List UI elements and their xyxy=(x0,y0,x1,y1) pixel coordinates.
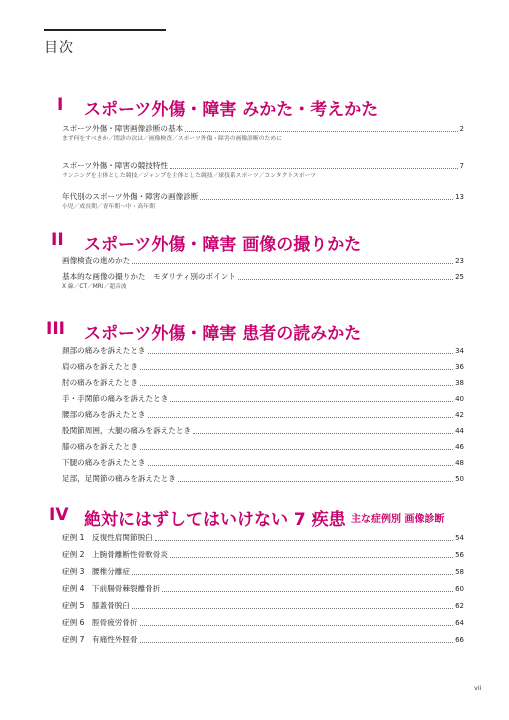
entry-description: まず何をすべきか／問診の次は／画像検査／スポーツ外傷・障害の画像診断のために xyxy=(62,136,282,142)
toc-entry[interactable] xyxy=(62,345,464,361)
part-number: III xyxy=(46,319,65,339)
part-1 xyxy=(0,95,509,215)
dot-leader xyxy=(162,591,453,592)
part-number: I xyxy=(57,95,64,115)
entry-page: 48 xyxy=(455,459,464,467)
dot-leader xyxy=(170,557,453,558)
dot-leader xyxy=(132,263,453,264)
entry-page: 38 xyxy=(455,379,464,387)
toc-entry[interactable] xyxy=(62,634,464,651)
part-subtitle: 主な症例別 画像診断 xyxy=(351,514,445,525)
entry-label: 基本的な画像の撮りかた モダリティ別のポイント xyxy=(62,272,236,281)
entry-page: 36 xyxy=(455,363,464,371)
part-title: スポーツ外傷・障害 画像の撮りかた xyxy=(84,235,362,255)
entry-page: 44 xyxy=(455,427,464,435)
entry-page: 60 xyxy=(455,585,464,593)
entry-label: 肩の痛みを訴えたとき xyxy=(62,362,138,371)
entry-page: 7 xyxy=(459,162,464,170)
entry-label: 年代別のスポーツ外傷・障害の画像診断 xyxy=(62,192,199,201)
part-title: スポーツ外傷・障害 みかた・考えかた xyxy=(84,100,379,120)
entry-page: 64 xyxy=(455,619,464,627)
dot-leader xyxy=(155,540,453,541)
dot-leader xyxy=(170,401,453,402)
entry-description: 小児／成長期／青年期～中・高年期 xyxy=(62,204,155,210)
dot-leader xyxy=(185,131,457,132)
toc-title: 目次 xyxy=(44,40,74,56)
entry-page: 56 xyxy=(455,551,464,559)
part-heading xyxy=(0,95,509,119)
entry-page: 25 xyxy=(455,273,464,281)
entry-page: 13 xyxy=(455,193,464,201)
toc-entry[interactable] xyxy=(62,271,464,293)
entry-page: 23 xyxy=(455,257,464,265)
entry-description: X 線／CT／MRI／超音波 xyxy=(62,284,127,290)
entry-label: 肘の痛みを訴えたとき xyxy=(62,378,138,387)
entry-page: 2 xyxy=(459,125,464,133)
entry-page: 42 xyxy=(455,411,464,419)
part-heading xyxy=(0,505,509,529)
entry-label: 症例 7 有痛性外脛骨 xyxy=(62,635,138,644)
part-3 xyxy=(0,319,509,489)
part-heading xyxy=(0,230,509,254)
entry-description: ランニングを主体とした競技／ジャンプを主体とした競技／球技系スポーツ／コンタクトスポーツ xyxy=(62,173,317,179)
dot-leader xyxy=(238,279,453,280)
toc-entry[interactable] xyxy=(62,377,464,393)
toc-entry[interactable] xyxy=(62,393,464,409)
dot-leader xyxy=(132,608,453,609)
dot-leader xyxy=(178,481,453,482)
toc-entry[interactable] xyxy=(62,532,464,549)
dot-leader xyxy=(140,642,453,643)
entry-label: 症例 2 上腕骨離断性骨軟骨炎 xyxy=(62,550,168,559)
dot-leader xyxy=(148,417,454,418)
toc-entry[interactable] xyxy=(62,457,464,473)
part-number: II xyxy=(51,230,64,250)
entry-page: 40 xyxy=(455,395,464,403)
toc-entry[interactable] xyxy=(62,255,464,271)
dot-leader xyxy=(140,369,453,370)
dot-leader xyxy=(140,625,453,626)
entry-page: 46 xyxy=(455,443,464,451)
entry-label: 症例 5 膝蓋骨脱臼 xyxy=(62,601,130,610)
entry-label: 頚部の痛みを訴えたとき xyxy=(62,346,146,355)
dot-leader xyxy=(148,353,454,354)
entry-label: 膝の痛みを訴えたとき xyxy=(62,442,138,451)
part-heading xyxy=(0,319,509,343)
entry-page: 54 xyxy=(455,534,464,542)
toc-entry[interactable] xyxy=(62,160,464,191)
entry-label: 下腿の痛みを訴えたとき xyxy=(62,458,146,467)
page-number: vii xyxy=(474,684,482,692)
toc-entry[interactable] xyxy=(62,123,464,160)
toc-entry[interactable] xyxy=(62,361,464,377)
dot-leader xyxy=(140,385,453,386)
toc-entry[interactable] xyxy=(62,191,464,215)
dot-leader xyxy=(140,449,453,450)
part-2 xyxy=(0,230,509,293)
toc-entry[interactable] xyxy=(62,473,464,489)
entry-page: 58 xyxy=(455,568,464,576)
title-rule xyxy=(44,29,166,31)
entry-label: 症例 6 脛骨疲労骨折 xyxy=(62,618,138,627)
entry-label: 症例 3 腰椎分離症 xyxy=(62,567,130,576)
entry-label: 症例 1 反復性肩関節脱臼 xyxy=(62,533,153,542)
entry-label: 腰部の痛みを訴えたとき xyxy=(62,410,146,419)
entry-page: 50 xyxy=(455,475,464,483)
toc-entry[interactable] xyxy=(62,409,464,425)
entry-page: 66 xyxy=(455,636,464,644)
toc-entry[interactable] xyxy=(62,425,464,441)
dot-leader xyxy=(132,574,453,575)
entry-label: スポーツ外傷・障害の競技特性 xyxy=(62,161,169,170)
dot-leader xyxy=(170,168,458,169)
part-title: スポーツ外傷・障害 患者の読みかた xyxy=(84,324,362,344)
entry-label: スポーツ外傷・障害画像診断の基本 xyxy=(62,124,184,133)
dot-leader xyxy=(200,199,453,200)
toc-entry[interactable] xyxy=(62,617,464,634)
toc-entry[interactable] xyxy=(62,566,464,583)
entry-label: 症例 4 下前腸骨棘裂離骨折 xyxy=(62,584,161,593)
toc-entry[interactable] xyxy=(62,549,464,566)
toc-entry[interactable] xyxy=(62,441,464,457)
entry-label: 手・手関節の痛みを訴えたとき xyxy=(62,394,169,403)
toc-entry[interactable] xyxy=(62,583,464,600)
dot-leader xyxy=(148,465,454,466)
entry-page: 34 xyxy=(455,347,464,355)
part-number: IV xyxy=(49,505,69,525)
part-4 xyxy=(0,505,509,651)
dot-leader xyxy=(193,433,453,434)
part-title: 絶対にはずしてはいけない 7 疾患 xyxy=(84,510,346,530)
entry-label: 股関節周囲，大腿の痛みを訴えたとき xyxy=(62,426,192,435)
toc-entry[interactable] xyxy=(62,600,464,617)
entry-page: 62 xyxy=(455,602,464,610)
entry-label: 足部，足関節の痛みを訴えたとき xyxy=(62,474,176,483)
entry-label: 画像検査の進めかた xyxy=(62,256,131,265)
